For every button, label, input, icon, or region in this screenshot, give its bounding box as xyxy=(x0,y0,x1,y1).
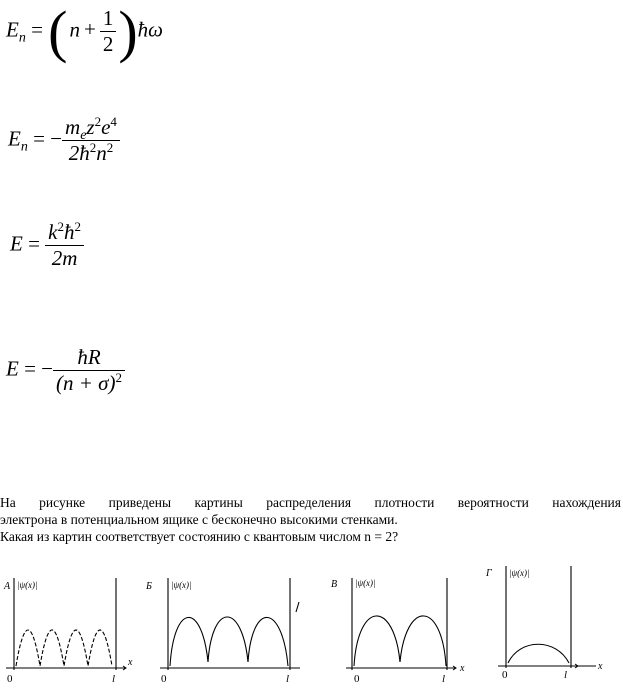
plot-a xyxy=(3,578,133,685)
fraction-denominator: 2m xyxy=(45,245,84,271)
plot-curve xyxy=(170,617,288,666)
fraction-denominator: 2 xyxy=(100,31,117,57)
question-text xyxy=(0,494,621,545)
formula-symbol: z xyxy=(86,115,95,139)
plot-end: l xyxy=(286,673,290,685)
question-line: Какая из картин соответствует состоянию с квантовым числом n = 2? xyxy=(0,529,399,544)
fraction xyxy=(53,345,125,396)
plot-curve xyxy=(16,630,112,666)
formula-superscript: 2 xyxy=(74,219,81,234)
formula-symbol: ħω xyxy=(137,17,163,42)
formula-equals: = − xyxy=(27,126,63,151)
formula-superscript: 2 xyxy=(94,114,102,129)
formula-rydberg-energy xyxy=(6,345,125,396)
fraction-numerator: 1 xyxy=(102,6,114,30)
formula-superscript: 4 xyxy=(110,114,117,129)
formula-superscript: 2 xyxy=(89,140,97,155)
formula-superscript: 2 xyxy=(115,370,123,385)
right-paren: ) xyxy=(118,0,138,64)
question-line: электрона в потенциальном ящике с бесконечно высокими стенками. xyxy=(0,512,398,527)
plot-xlabel: x xyxy=(598,661,603,672)
fraction-numerator: ħR xyxy=(77,345,101,369)
plot-curve xyxy=(508,644,569,663)
formula-symbol: E xyxy=(6,356,19,381)
axis-arrows xyxy=(123,664,596,670)
formula-oscillator-energy xyxy=(6,0,163,64)
formula-symbol: k xyxy=(48,220,58,244)
fraction-denominator xyxy=(62,140,120,166)
formula-symbol: E xyxy=(8,126,21,151)
plot-end: l xyxy=(112,673,116,685)
plot-ylabel: |ψ(x)| xyxy=(171,580,192,590)
fraction xyxy=(100,6,117,57)
plot-ylabel: |ψ(x)| xyxy=(17,580,38,590)
plot-origin: 0 xyxy=(7,673,13,685)
formula-free-particle-energy xyxy=(10,220,84,271)
formula-symbol: E xyxy=(6,17,19,42)
formula-subscript: n xyxy=(18,30,26,46)
plot-end: l xyxy=(564,669,568,681)
plot-letter: Б xyxy=(146,581,152,592)
fraction-numerator xyxy=(45,220,84,245)
formula-symbol: E xyxy=(10,231,23,256)
plot-origin: 0 xyxy=(161,673,167,685)
formula-equals: = − xyxy=(18,356,54,381)
formula-operator: + xyxy=(84,17,96,42)
formula-symbol: ħ xyxy=(64,220,75,244)
plot-c xyxy=(331,578,465,685)
formula-superscript: 2 xyxy=(106,140,114,155)
formula-equals: = xyxy=(25,17,49,42)
plot-d xyxy=(485,566,603,681)
plot-letter: А xyxy=(4,581,11,592)
formula-symbol: e xyxy=(101,115,111,139)
formula-symbol: n xyxy=(96,141,107,165)
fraction xyxy=(45,220,84,271)
plot-ylabel: |ψ(x)| xyxy=(355,578,376,588)
plot-letter: Г xyxy=(486,568,492,579)
formula-symbol: m xyxy=(65,115,81,139)
formula-superscript: 2 xyxy=(57,219,64,234)
plot-origin: 0 xyxy=(354,673,360,685)
question-line: На рисунке приведены картины распределения плотности вероятности нахождения xyxy=(0,495,621,510)
formula-equals: = xyxy=(22,231,46,256)
formula-symbol: 2ħ xyxy=(68,141,90,165)
plot-axis-arrow xyxy=(296,602,299,612)
plot-letter: В xyxy=(331,579,338,590)
plot-ylabel: |ψ(x)| xyxy=(509,568,530,578)
plot-origin: 0 xyxy=(502,669,508,681)
plot-end: l xyxy=(442,673,446,685)
fraction-numerator xyxy=(62,114,120,144)
plot-b xyxy=(145,578,300,685)
fraction-denominator xyxy=(53,370,125,396)
plot-curve xyxy=(354,616,446,666)
left-paren: ( xyxy=(48,0,68,64)
probability-density-plots xyxy=(0,562,623,699)
fraction xyxy=(62,115,120,166)
plot-xlabel: x xyxy=(128,657,133,668)
formula-symbol: n xyxy=(69,17,80,42)
formula-hydrogen-energy xyxy=(8,115,120,166)
plot-xlabel: x xyxy=(460,663,465,674)
formula-subscript: n xyxy=(20,139,28,155)
formula-subscript: e xyxy=(80,128,87,144)
formula-symbol: (n + σ) xyxy=(56,371,116,395)
